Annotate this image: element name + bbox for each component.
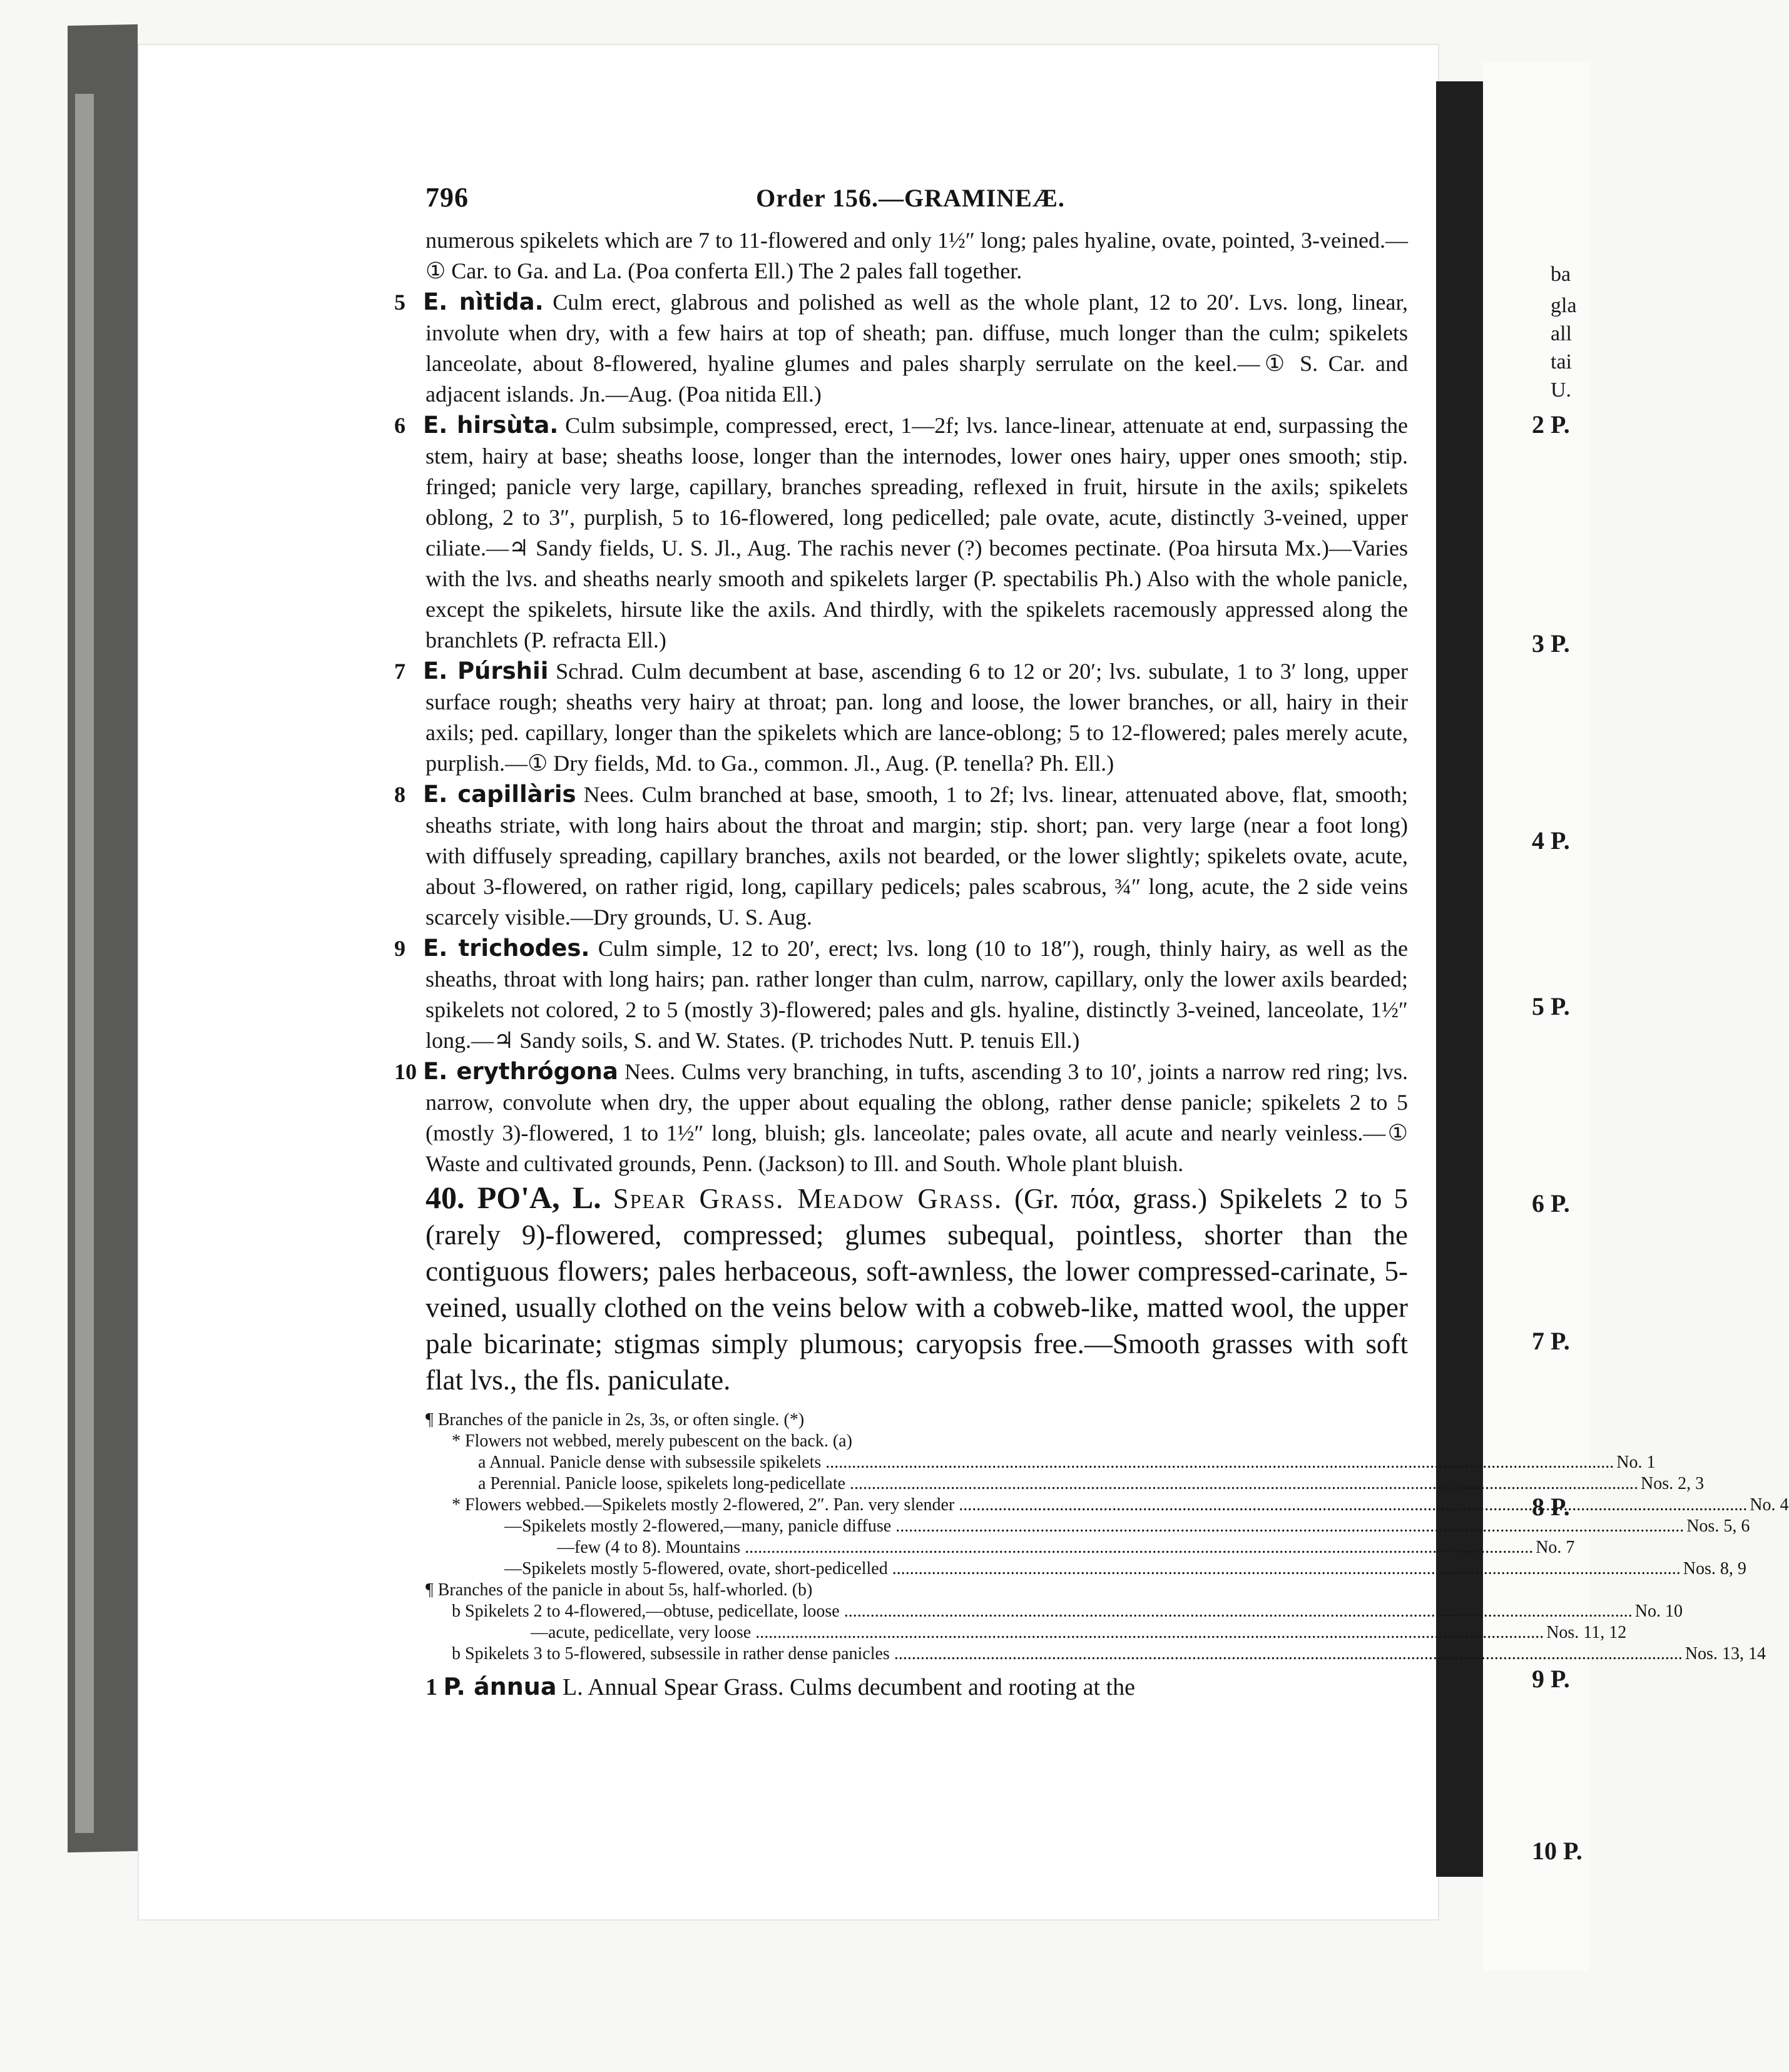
- facing-page-fragment-text: 5 P.: [1532, 992, 1570, 1020]
- facing-page-fragment-text: 10 P.: [1532, 1837, 1583, 1865]
- key-row-reference: Nos. 5, 6: [1686, 1516, 1750, 1536]
- key-row: [426, 1409, 1408, 1431]
- key-row-text: —acute, pedicellate, very loose .....: [531, 1622, 1544, 1643]
- key-row-reference: Nos. 2, 3: [1641, 1474, 1705, 1493]
- key-row-text: ¶ Branches of the panicle in about 5s, half-whorled. (b): [426, 1580, 813, 1600]
- species-name: E. trichodes.: [423, 935, 590, 962]
- facing-page-fragment: [1551, 322, 1589, 346]
- facing-page-fragment: [1551, 294, 1589, 318]
- species-name: E. capillàris: [423, 781, 576, 808]
- key-row-text: —few (4 to 8). Mountains .....: [557, 1537, 1533, 1558]
- species-entry: [394, 933, 1408, 1056]
- facing-page-fragment: [1532, 1326, 1589, 1356]
- genus-description: [426, 1179, 1408, 1398]
- species-name: P. ánnua: [443, 1673, 557, 1700]
- entry-text: Culm subsimple, compressed, erect, 1—2f; lvs. lance-linear, attenuate at end, surpassing the stem, hairy at base; sheaths loose, longer than the internodes, lower ones hairy, upper ones smooth; stip. fringed; panicle very large, capillary, branches spreading, reflexed in fruit, hirsute in the axils; spikelets oblong, 2 to 3″, purplish, 5 to 16-flowered, long pedicelled; pale ovate, acute, distinctly 3-veined, upper ciliate.—♃ Sandy fields, U. S. Jl., Aug. The rachis never (?) becomes pectinate. (Poa hirsuta Mx.)—Varies with the lvs. and sheaths nearly smooth and spikelets larger (P. spectabilis Ph.) Also with the whole panicle, except the spikelets, hirsute like the axils. And thirdly, with the spikelets racemously appressed along the branchlets (P. refracta Ell.): [426, 413, 1409, 653]
- species-entry-poa-annua: [426, 1671, 1408, 1703]
- facing-page-fragment: [1551, 378, 1589, 402]
- entry-number: 7: [394, 659, 405, 684]
- page-header: [426, 181, 1408, 225]
- entry-number: 1: [426, 1674, 437, 1700]
- key-row-reference: Nos. 11, 12: [1546, 1623, 1627, 1642]
- facing-page-fragment-text: U.: [1551, 378, 1572, 402]
- facing-page-fragment-text: 6 P.: [1532, 1189, 1570, 1217]
- facing-page-fragment: [1532, 992, 1589, 1021]
- facing-page-fragment: [1532, 629, 1589, 658]
- facing-page-fragment-text: 9 P.: [1532, 1665, 1570, 1693]
- key-row-text: a Annual. Panicle dense with subsessile spikelets .....: [478, 1452, 1614, 1473]
- facing-page-fragment-text: 7 P.: [1532, 1327, 1570, 1355]
- facing-page-fragment-text: tai: [1551, 350, 1572, 373]
- genus-name: 40. PO'A, L.: [426, 1180, 601, 1215]
- key-row-reference: No. 1: [1616, 1453, 1656, 1472]
- entry-text: Culm simple, 12 to 20′, erect; lvs. long (10 to 18″), rough, thinly hairy, as well as the sheaths, throat with long hairs; pan. rather longer than culm, narrow, capillary, only the lower axils bearded; spikelets not colored, 2 to 5 (mostly 3)-flowered; pales and gls. hyaline, distinctly 3-veined, lanceolate, 1½″ long.—♃ Sandy soils, S. and W. States. (P. trichodes Nutt. P. tenuis Ell.): [426, 936, 1408, 1053]
- facing-page-fragment-text: 3 P.: [1532, 629, 1570, 658]
- key-row: [426, 1473, 1705, 1495]
- key-row: [426, 1622, 1627, 1643]
- key-row: [426, 1580, 1408, 1601]
- species-name: E. Púrshii: [423, 658, 549, 684]
- key-row-text: —Spikelets mostly 2-flowered,—many, panicle diffuse .....: [504, 1516, 1684, 1537]
- facing-page-fragment-text: 8 P.: [1532, 1493, 1570, 1521]
- page-number: 796: [426, 182, 469, 213]
- entry-number: 5: [394, 290, 405, 315]
- entry-number: 8: [394, 782, 405, 807]
- species-entry: [394, 656, 1408, 779]
- key-row-reference: Nos. 13, 14: [1685, 1644, 1766, 1663]
- facing-page-fragment-text: gla: [1551, 294, 1577, 317]
- entry-number: 6: [394, 413, 405, 438]
- facing-page-fragment: [1532, 410, 1589, 439]
- book-page-edges: [75, 94, 94, 1833]
- key-row: [426, 1537, 1575, 1558]
- key-row-reference: No. 4: [1750, 1495, 1789, 1515]
- key-row-text: b Spikelets 2 to 4-flowered,—obtuse, pedicellate, loose .....: [452, 1601, 1633, 1622]
- key-row: [426, 1516, 1750, 1537]
- key-row-text: * Flowers not webbed, merely pubescent on the back. (a): [452, 1431, 852, 1451]
- key-row: [426, 1431, 1408, 1452]
- running-head: Order 156.—GRAMINEÆ.: [756, 184, 1065, 212]
- entry-text: Nees. Culms very branching, in tufts, ascending 3 to 10′, joints a narrow red ring; lvs. narrow, convolute when dry, the upper about equaling the oblong, rather dense panicle; spikelets 2 to 5 (mostly 3)-flowered, 1 to 1½″ long, bluish; gls. lanceolate; pales ovate, all acute and nearly veinless.—① Waste and cultivated grounds, Penn. (Jackson) to Ill. and South. Whole plant bluish.: [426, 1059, 1409, 1176]
- facing-page-fragment: [1551, 263, 1589, 287]
- facing-page-fragment: [1532, 1492, 1589, 1521]
- genus-text: (Gr. πόα, grass.) Spikelets 2 to 5 (rarely 9)-flowered, compressed; glumes subequal, pointless, shorter than the contiguous flowers; pales herbaceous, soft-awnless, the lower compressed-carinate, 5-veined, usually clothed on the veins below with a cobweb-like, matted wool, the upper pale bicarinate; stigmas simply plumous; caryopsis free.—Smooth grasses with soft flat lvs., the fls. paniculate.: [426, 1183, 1409, 1396]
- entry-text: Nees. Culm branched at base, smooth, 1 to 2f; lvs. linear, attenuated above, flat, smooth; sheaths striate, with long hairs about the throat and margin; stip. short; pan. very large (near a foot long) with diffusely spreading, capillary branches, axils not bearded, or the lower slightly; spikelets ovate, acute, about 3-flowered, on rather rigid, long, capillary pedicels; pales scabrous, ¾″ long, acute, the 2 side veins scarcely visible.—Dry grounds, U. S. Aug.: [426, 782, 1408, 930]
- species-entries: [394, 225, 1409, 1398]
- key-row-text: b Spikelets 3 to 5-flowered, subsessile in rather dense panicles .....: [452, 1643, 1683, 1665]
- entry-text: L. Annual Spear Grass. Culms decumbent and rooting at the: [562, 1674, 1135, 1700]
- key-row: [426, 1643, 1766, 1665]
- key-row-text: * Flowers webbed.—Spikelets mostly 2-flowered, 2″. Pan. very slender .....: [452, 1495, 1747, 1516]
- key-row: [426, 1601, 1683, 1622]
- facing-page-fragment-text: ba: [1551, 263, 1571, 286]
- species-entry: [394, 410, 1409, 656]
- species-name: E. nìtida.: [423, 288, 544, 315]
- entry-number: 9: [394, 936, 405, 961]
- key-row: [426, 1452, 1656, 1473]
- facing-page-fragment: [1532, 1836, 1589, 1866]
- species-name: E. hirsùta.: [423, 412, 559, 439]
- facing-page-fragment: [1551, 350, 1589, 374]
- genus-common-names: Spear Grass. Meadow Grass.: [613, 1183, 1003, 1214]
- key-row-text: a Perennial. Panicle loose, spikelets long-pedicellate .....: [478, 1473, 1638, 1495]
- entry-number: 10: [394, 1059, 417, 1084]
- entry-text: Schrad. Culm decumbent at base, ascending 6 to 12 or 20′; lvs. subulate, 1 to 3′ long, upper surface rough; sheaths very hairy at throat; pan. long and loose, the lower branches, or all, hairy in their axils; ped. capillary, longer than the spikelets which are lance-oblong; 5 to 12-flowered; pales merely acute, purplish.—① Dry fields, Md. to Ga., common. Jl., Aug. (P. tenella? Ph. Ell.): [426, 659, 1408, 776]
- facing-page-fragment-text: 4 P.: [1532, 826, 1570, 855]
- facing-page-fragment: [1532, 826, 1589, 855]
- facing-page-fragment-text: 2 P.: [1532, 410, 1570, 439]
- species-entry: [394, 779, 1408, 933]
- key-row-text: ¶ Branches of the panicle in 2s, 3s, or often single. (*): [426, 1410, 805, 1430]
- key-row-reference: No. 7: [1536, 1538, 1575, 1557]
- facing-page-fragment: [1532, 1664, 1589, 1694]
- species-entry: [394, 1056, 1409, 1179]
- key-row-reference: Nos. 8, 9: [1683, 1559, 1746, 1578]
- entry-text: numerous spikelets which are 7 to 11-flowered and only 1½″ long; pales hyaline, ovate, pointed, 3-veined.—① Car. to Ga. and La. (Poa conferta Ell.) The 2 pales fall together.: [426, 228, 1408, 283]
- key-row-reference: No. 10: [1634, 1602, 1683, 1621]
- key-row: [426, 1558, 1746, 1580]
- facing-page-fragment: [1532, 1189, 1589, 1218]
- entry-text: Culm erect, glabrous and polished as well as the whole plant, 12 to 20′. Lvs. long, linear, involute when dry, with a few hairs at top of sheath; pan. diffuse, much longer than the culm; spikelets lanceolate, about 8-flowered, hyaline glumes and pales sharply serrulate on the keel.—① S. Car. and adjacent islands. Jn.—Aug. (Poa nitida Ell.): [426, 290, 1408, 407]
- species-name: E. erythrógona: [423, 1058, 618, 1085]
- species-entry: [394, 287, 1408, 410]
- species-entry-continued: [426, 225, 1408, 287]
- facing-page-fragment-text: all: [1551, 322, 1572, 345]
- key-row-text: —Spikelets mostly 5-flowered, ovate, short-pedicelled .....: [504, 1558, 1681, 1580]
